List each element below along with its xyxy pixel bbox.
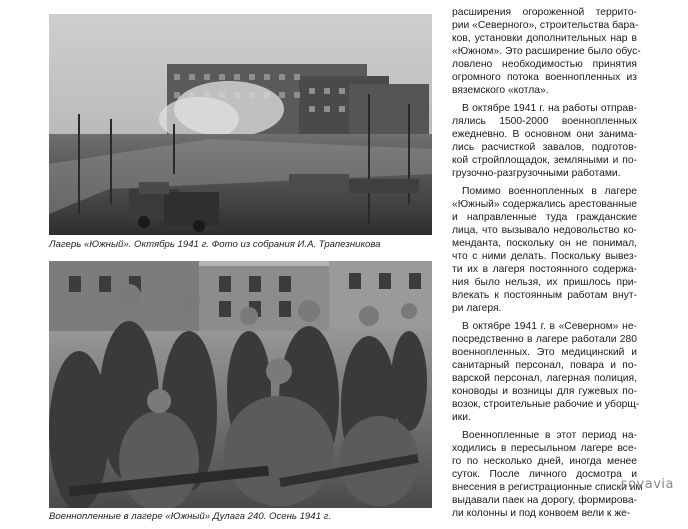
text-line: и направленные туда гражданские bbox=[452, 212, 637, 223]
paragraph bbox=[452, 320, 640, 424]
text-line: посредственно в лагере работали 280 bbox=[452, 334, 637, 345]
text-line: вяземского «котла». bbox=[452, 85, 549, 96]
photo-camp-south-october bbox=[49, 14, 432, 235]
text-line: грузочно-разгрузочными работами. bbox=[452, 168, 621, 179]
text-line: огромного потока военнопленных из bbox=[452, 72, 637, 83]
text-line: расширения огороженной террито- bbox=[452, 7, 637, 18]
text-line: ежедневно. В основном они занима- bbox=[452, 129, 637, 140]
text-line: ри лагеря. bbox=[452, 303, 502, 314]
text-line: Военнопленные в этот период на- bbox=[462, 430, 637, 441]
text-line: В октябре 1941 г. на работы отправ- bbox=[462, 103, 637, 114]
photo-prisoners-in-camp-image bbox=[49, 261, 432, 508]
text-line: «Южный» содержались арестованные bbox=[452, 199, 637, 210]
photo-prisoners-in-camp bbox=[49, 261, 432, 508]
text-line: лица, что вызывало недовольство ко- bbox=[452, 225, 637, 236]
text-line: ики. bbox=[452, 412, 471, 423]
text-line: внесения в регистрационные списки им bbox=[452, 482, 643, 493]
text-line: военнопленных. Это медицинский и bbox=[452, 347, 637, 358]
text-line: варской персонал, лагерная полиция, bbox=[452, 373, 637, 384]
text-line: менданта, поскольку он не понимал, bbox=[452, 238, 637, 249]
text-line: ти их в лагеря постоянного содержа- bbox=[452, 264, 637, 275]
text-line: что с ними делать. Поскольку вывез- bbox=[452, 251, 637, 262]
text-line: выдавали паек на дорогу, формирова- bbox=[452, 495, 637, 506]
photo-caption: Лагерь «Южный». Октябрь 1941 г. Фото из собрания И.А. Трапезникова bbox=[49, 239, 381, 250]
text-line: лись расчисткой завалов, подготов- bbox=[452, 142, 637, 153]
text-line: коноводы и возницы для гужевых по- bbox=[452, 386, 637, 397]
text-line: ков, установки дополнительных нар в bbox=[452, 33, 637, 44]
article-text-column bbox=[452, 6, 643, 525]
watermark: sovavia bbox=[620, 477, 674, 492]
text-line: ли колонны и под конвоем вели к же- bbox=[452, 508, 631, 519]
text-line: санитарный персонал, повара и по- bbox=[452, 360, 637, 371]
paragraph bbox=[452, 429, 643, 520]
text-line: В октябре 1941 г. в «Северном» не- bbox=[462, 321, 637, 332]
text-line: возок, строительные рабочие и уборщ- bbox=[452, 399, 640, 410]
text-line: ловлено необходимостью принятия bbox=[452, 59, 637, 70]
text-line: ния было нельзя, их пришлось при- bbox=[452, 277, 637, 288]
text-line: суток. После личного досмотра и bbox=[452, 469, 637, 480]
text-line: лялись 1500-2000 военнопленных bbox=[452, 116, 637, 127]
text-line: ходились в пересыльном лагере все- bbox=[452, 443, 637, 454]
photo-camp-south-october-image bbox=[49, 14, 432, 235]
text-line: кой стройплощадок, земляными и по- bbox=[452, 155, 637, 166]
text-line: го по несколько дней, иногда менее bbox=[452, 456, 637, 467]
paragraph bbox=[452, 102, 637, 180]
text-line: влекать к постоянным работам внут- bbox=[452, 290, 637, 301]
paragraph bbox=[452, 6, 641, 97]
paragraph bbox=[452, 185, 637, 315]
text-line: рии «Северного», строительства бара- bbox=[452, 20, 639, 31]
text-line: «Южном». Это расширение было обус- bbox=[452, 46, 641, 57]
photo-caption: Военнопленные в лагере «Южный» Дулага 240. Осень 1941 г. bbox=[49, 511, 331, 522]
text-line: Помимо военнопленных в лагере bbox=[462, 186, 637, 197]
